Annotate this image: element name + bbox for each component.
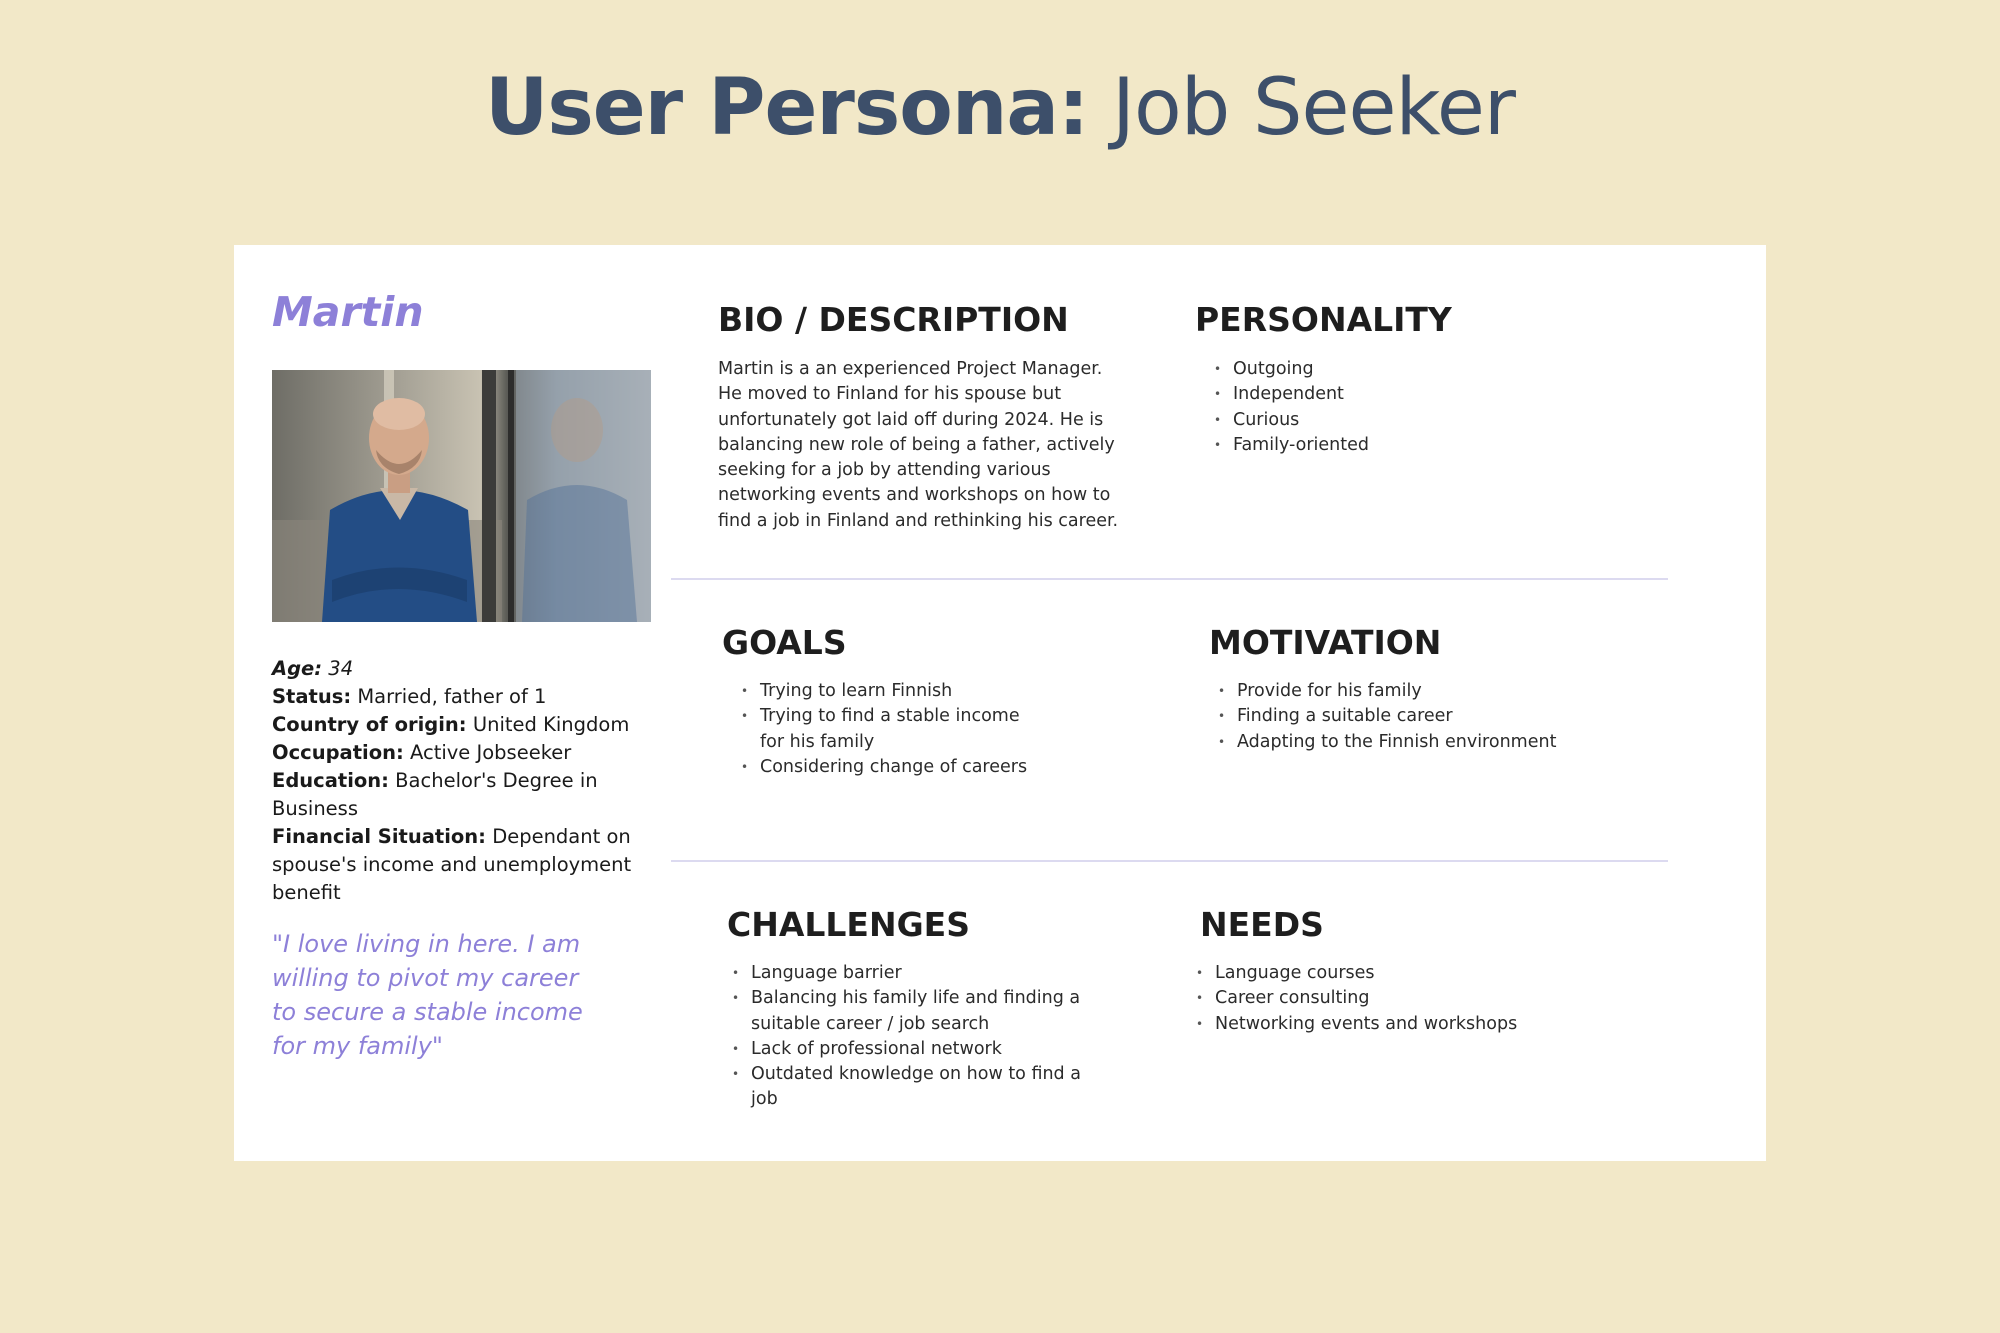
list-item: • Lack of professional network bbox=[732, 1037, 1112, 1062]
page-title bbox=[0, 58, 2000, 158]
persona-facts bbox=[272, 655, 672, 907]
goals-title: GOALS bbox=[722, 623, 847, 662]
persona-quote: "I love living in here. I am willing to pivot my career to secure a stable income for my family" bbox=[272, 930, 583, 1060]
list-item: • Family-oriented bbox=[1214, 433, 1614, 458]
status-value: Married, father of 1 bbox=[357, 685, 547, 708]
personality-title: PERSONALITY bbox=[1195, 300, 1452, 339]
persona-photo bbox=[272, 370, 651, 622]
challenges-list bbox=[732, 961, 1112, 1113]
list-item: • Curious bbox=[1214, 408, 1614, 433]
persona-name: Martin bbox=[272, 288, 424, 336]
section-divider bbox=[671, 578, 1668, 580]
needs-list bbox=[1196, 961, 1636, 1037]
fact-financial bbox=[272, 823, 672, 907]
occupation-label: Occupation: bbox=[272, 741, 404, 764]
country-value: United Kingdom bbox=[472, 713, 630, 736]
age-value: 34 bbox=[328, 657, 354, 680]
list-item: • Language barrier bbox=[732, 961, 1112, 986]
fact-age bbox=[272, 655, 672, 683]
education-label: Education: bbox=[272, 769, 389, 792]
motivation-list bbox=[1218, 679, 1658, 755]
list-item: • Trying to find a stable income for his family bbox=[741, 704, 1031, 755]
persona-card bbox=[234, 245, 1766, 1161]
list-item: • Career consulting bbox=[1196, 986, 1636, 1011]
goals-list bbox=[741, 679, 1031, 780]
list-item: • Considering change of careers bbox=[741, 755, 1031, 780]
list-item: • Outdated knowledge on how to find a job bbox=[732, 1062, 1112, 1113]
list-item: • Balancing his family life and finding a suitable career / job search bbox=[732, 986, 1112, 1037]
fact-education bbox=[272, 767, 672, 823]
list-item: • Outgoing bbox=[1214, 357, 1614, 382]
status-label: Status: bbox=[272, 685, 352, 708]
motivation-title: MOTIVATION bbox=[1209, 623, 1442, 662]
financial-value: Dependant on spouse's income and unemployment benefit bbox=[272, 825, 632, 904]
list-item: • Finding a suitable career bbox=[1218, 704, 1658, 729]
list-item: • Independent bbox=[1214, 382, 1614, 407]
country-label: Country of origin: bbox=[272, 713, 467, 736]
needs-title: NEEDS bbox=[1200, 905, 1324, 944]
list-item: • Adapting to the Finnish environment bbox=[1218, 730, 1658, 755]
challenges-title: CHALLENGES bbox=[727, 905, 970, 944]
bio-title: BIO / DESCRIPTION bbox=[718, 300, 1069, 339]
fact-occupation bbox=[272, 739, 672, 767]
section-divider bbox=[671, 860, 1668, 862]
list-item: • Language courses bbox=[1196, 961, 1636, 986]
page-title-light: Job Seeker bbox=[1112, 63, 1515, 153]
list-item: • Trying to learn Finnish bbox=[741, 679, 1031, 704]
age-label: Age: bbox=[272, 657, 323, 680]
fact-status bbox=[272, 683, 672, 711]
bio-text: Martin is a an experienced Project Manager. He moved to Finland for his spouse but unfortunately got laid off during 2024. He is balancing new role of being a father, actively seeking for a job by attending various networking events and workshops on how to find a job in Finland and rethinking his career. bbox=[718, 359, 1119, 531]
financial-label: Financial Situation: bbox=[272, 825, 486, 848]
portrait-illustration bbox=[272, 370, 651, 622]
page-title-bold: User Persona: bbox=[485, 63, 1089, 153]
occupation-value: Active Jobseeker bbox=[409, 741, 572, 764]
fact-country bbox=[272, 711, 672, 739]
list-item: • Networking events and workshops bbox=[1196, 1012, 1636, 1037]
list-item: • Provide for his family bbox=[1218, 679, 1658, 704]
education-value: Bachelor's Degree in Business bbox=[272, 769, 598, 820]
personality-list bbox=[1214, 357, 1614, 458]
